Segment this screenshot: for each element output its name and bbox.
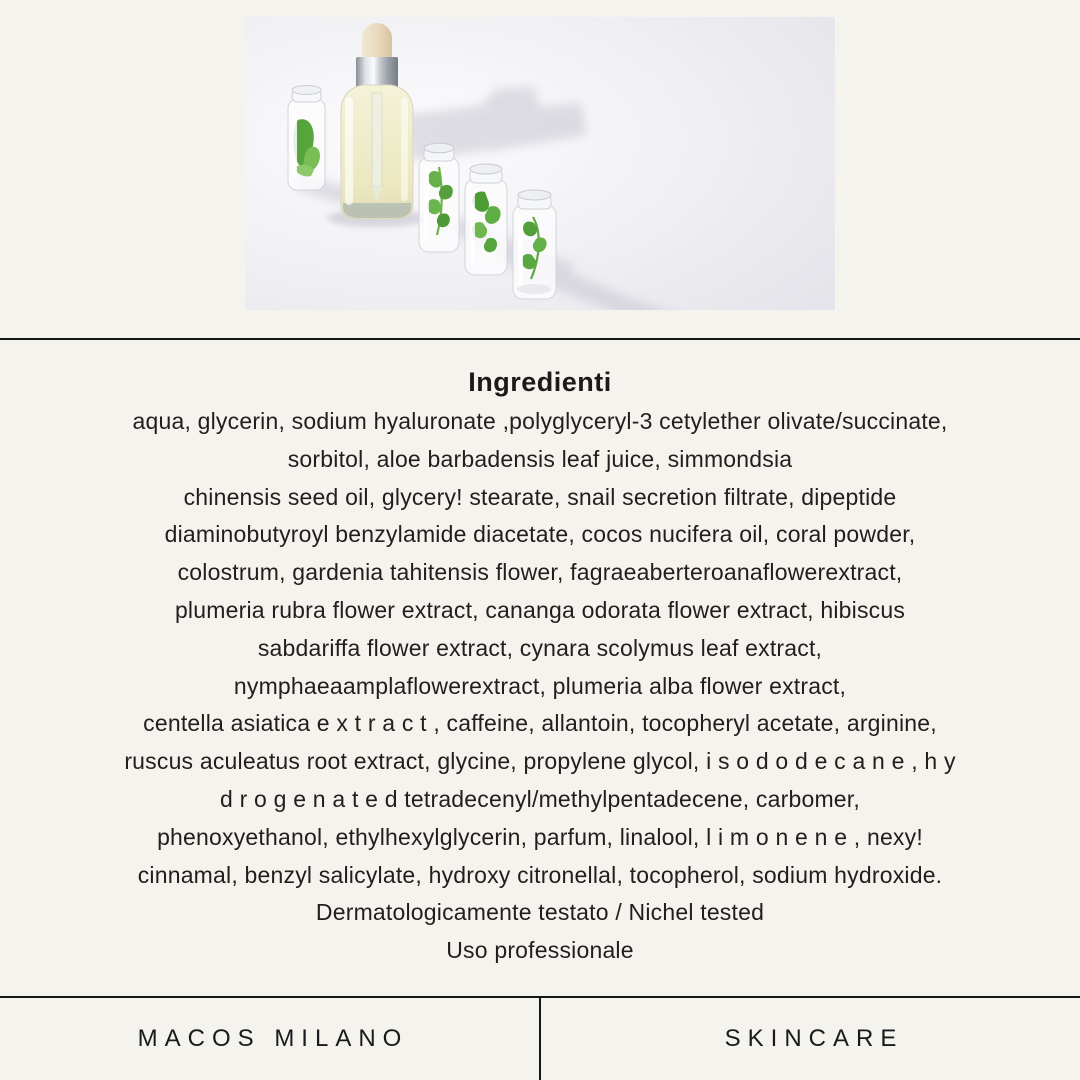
ingredients-line: sorbitol, aloe barbadensis leaf juice, simmondsia (287, 445, 793, 472)
ingredients-line: chinensis seed oil, glycery! stearate, snail secretion filtrate, dipeptide (183, 483, 897, 510)
leaf-vial-1 (288, 86, 325, 191)
usage-note: Uso professionale (446, 937, 634, 964)
ingredients-line: diaminobutyroyl benzylamide diacetate, cocos nucifera oil, coral powder, (164, 521, 916, 548)
ingredients-line: sabdariffa flower extract, cynara scolymus leaf extract, (257, 634, 823, 661)
footer-category-cell (541, 998, 1080, 1080)
category-label: SKINCARE (724, 1025, 904, 1052)
ingredients-title: Ingredienti (468, 367, 612, 397)
footer-brand-cell (0, 998, 539, 1080)
product-photo (245, 17, 835, 310)
pipette (372, 93, 382, 187)
ingredients-line: ruscus aculeatus root extract, glycine, propylene glycol, i s o d o d e c a n e , h y (124, 748, 956, 775)
ingredients-line: centella asiatica e x t r a c t , caffeine, allantoin, tocopheryl acetate, arginine, (143, 710, 937, 737)
ingredients-line: cinnamal, benzyl salicylate, hydroxy citronellal, tocopherol, sodium hydroxide. (137, 861, 943, 888)
ingredients-line: d r o g e n a t e d tetradecenyl/methylpentadecene, carbomer, (220, 785, 860, 812)
leaf-vial-4 (513, 190, 556, 299)
ingredients-section (0, 362, 1080, 970)
ingredients-line: aqua, glycerin, sodium hyaluronate ,polyglyceryl-3 cetylether olivate/succinate, (132, 408, 948, 434)
leaf-vial-3 (465, 164, 507, 275)
leaf-vial-2 (419, 143, 459, 252)
top-divider (0, 338, 1080, 340)
product-photo-illustration (245, 17, 835, 310)
ingredients-line: colostrum, gardenia tahitensis flower, fagraeaberteroanaflowerextract, (177, 559, 903, 586)
brand-label: MACOS MILANO (137, 1025, 409, 1052)
ingredients-line: nymphaeaamplaflowerextract, plumeria alba flower extract, (233, 672, 847, 699)
tested-note: Dermatologicamente testato / Nichel tested (315, 899, 765, 926)
ingredients-line: plumeria rubra flower extract, cananga odorata flower extract, hibiscus (174, 596, 906, 623)
ingredients-line: phenoxyethanol, ethylhexylglycerin, parfum, linalool, l i m o n e n e , nexy! (157, 823, 923, 850)
